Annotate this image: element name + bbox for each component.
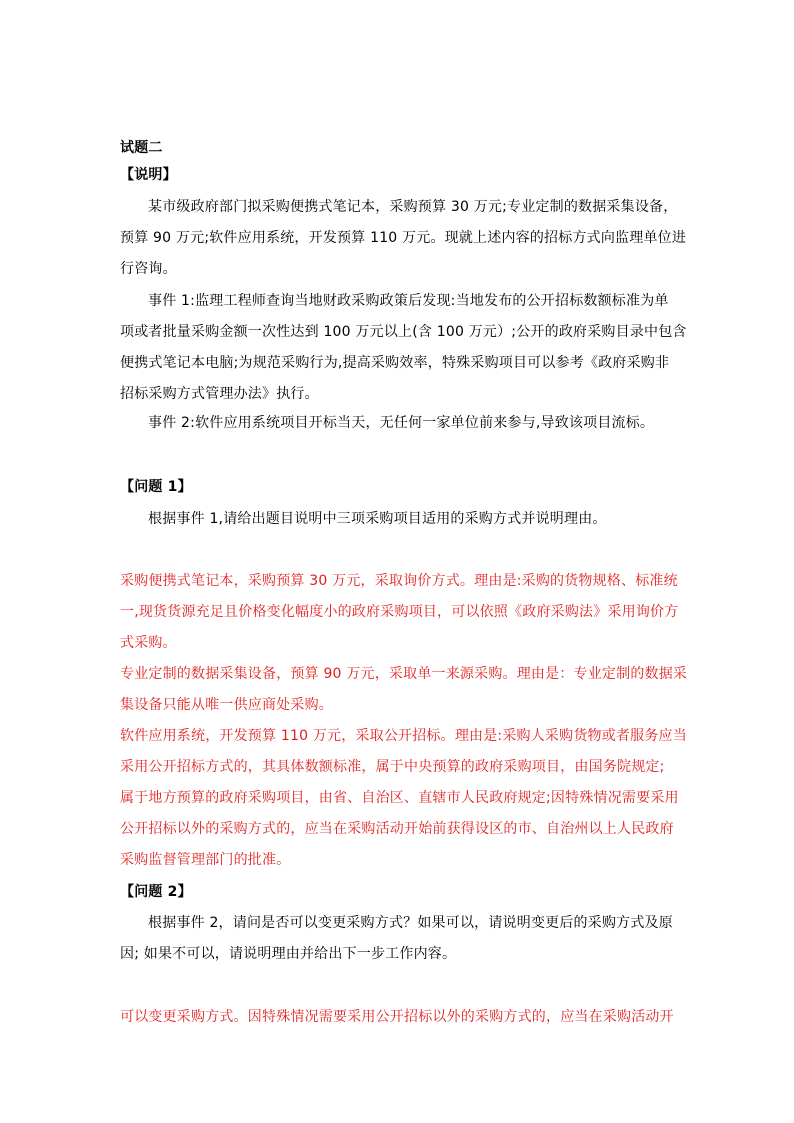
question1-line: 根据事件 1,请给出题目说明中三项采购项目适用的采购方式并说明理由。	[148, 511, 607, 527]
answer1-line: 采购监督管理部门的批准。	[120, 852, 291, 868]
question1-heading-text: 【问题 1】	[120, 479, 192, 495]
question2-heading	[120, 877, 668, 908]
description-heading	[120, 160, 668, 191]
event2-paragraph	[120, 408, 668, 439]
question2-heading-text: 【问题 2】	[120, 884, 192, 900]
event1-line: 招标采购方式管理办法》执行。	[120, 386, 319, 402]
question2-line: 根据事件 2，请问是否可以变更采购方式？如果可以，请说明变更后的采购方式及原	[148, 915, 673, 931]
answer1-line: 一,现货货源充足且价格变化幅度小的政府采购项目，可以依照《政府采购法》采用询价方	[120, 604, 679, 620]
answer1-line: 软件应用系统，开发预算 110 万元，采取公开招标。理由是:采购人采购货物或者服务应当	[120, 728, 687, 744]
description-line: 行咨询。	[120, 261, 177, 277]
title-text: 试题二	[120, 140, 163, 156]
event1-line: 项或者批量采购金额一次性达到 100 万元以上(含 100 万元）;公开的政府采购目录中包含	[120, 324, 687, 340]
description-line: 某市级政府部门拟采购便携式笔记本，采购预算 30 万元;专业定制的数据采集设备，	[148, 199, 678, 215]
event1-line: 便携式笔记本电脑;为规范采购行为,提高采购效率，特殊采购项目可以参考《政府采购非	[120, 355, 670, 371]
event2-line: 事件 2:软件应用系统项目开标当天，无任何一家单位前来参与,导致该项目流标。	[148, 415, 655, 431]
description-heading-text: 【说明】	[120, 167, 177, 183]
answer1-paragraph	[120, 566, 688, 876]
description-paragraph	[120, 192, 687, 285]
answer1-line: 采用公开招标方式的，其具体数额标准，属于中央预算的政府采购项目，由国务院规定;	[120, 759, 665, 775]
answer1-line: 集设备只能从唯一供应商处采购。	[120, 697, 333, 713]
event1-line: 事件 1:监理工程师查询当地财政采购政策后发现:当地发布的公开招标数额标准为单	[148, 293, 669, 309]
question1-paragraph	[120, 504, 668, 535]
answer2-paragraph	[120, 1002, 674, 1033]
answer2-line: 可以变更采购方式。因特殊情况需要采用公开招标以外的采购方式的，应当在采购活动开	[120, 1009, 674, 1025]
description-line: 预算 90 万元;软件应用系统，开发预算 110 万元。现就上述内容的招标方式向监理单位进	[120, 230, 687, 246]
question1-heading	[120, 472, 668, 503]
answer1-line: 采购便携式笔记本，采购预算 30 万元，采取询价方式。理由是:采购的货物规格、标准统	[120, 573, 678, 589]
question2-line: 因; 如果不可以，请说明理由并给出下一步工作内容。	[120, 946, 457, 962]
answer1-line: 公开招标以外的采购方式的，应当在采购活动开始前获得设区的市、自治州以上人民政府	[120, 821, 674, 837]
answer1-line: 专业定制的数据采集设备，预算 90 万元，采取单一来源采购。理由是：专业定制的数据采	[120, 666, 688, 682]
answer1-line: 属于地方预算的政府采购项目，由省、自治区、直辖市人民政府规定;因特殊情况需要采用	[120, 790, 679, 806]
answer1-line: 式采购。	[120, 635, 177, 651]
question2-paragraph	[120, 908, 673, 970]
event1-paragraph	[120, 286, 687, 410]
